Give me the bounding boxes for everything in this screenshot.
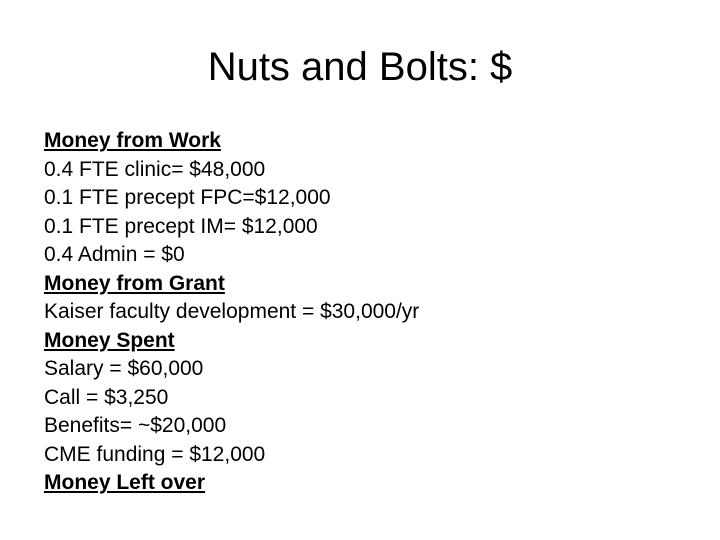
line-item-benefits: Benefits= ~$20,000 — [44, 414, 227, 437]
line-item-clinic: 0.4 FTE clinic= $48,000 — [44, 157, 266, 181]
line-item-admin: 0.4 Admin = $0 — [44, 243, 185, 266]
line-item-precept-fpc: 0.1 FTE precept FPC=$12,000 — [44, 186, 331, 209]
slide-title: Nuts and Bolts: $ — [207, 45, 513, 89]
section-heading-money-from-work: Money from Work — [44, 129, 221, 152]
section-heading-money-left-over: Money Left over — [44, 471, 206, 494]
line-item-salary: Salary = $60,000 — [44, 357, 204, 380]
line-item-precept-im: 0.1 FTE precept IM= $12,000 — [44, 214, 318, 238]
line-item-kaiser-grant: Kaiser faculty development = $30,000/yr — [44, 300, 420, 323]
section-heading-money-spent: Money Spent — [44, 328, 175, 352]
line-item-call: Call = $3,250 — [44, 385, 169, 409]
line-item-cme-funding: CME funding = $12,000 — [44, 442, 266, 466]
slide-body — [44, 127, 684, 498]
section-heading-money-from-grant: Money from Grant — [44, 271, 225, 295]
